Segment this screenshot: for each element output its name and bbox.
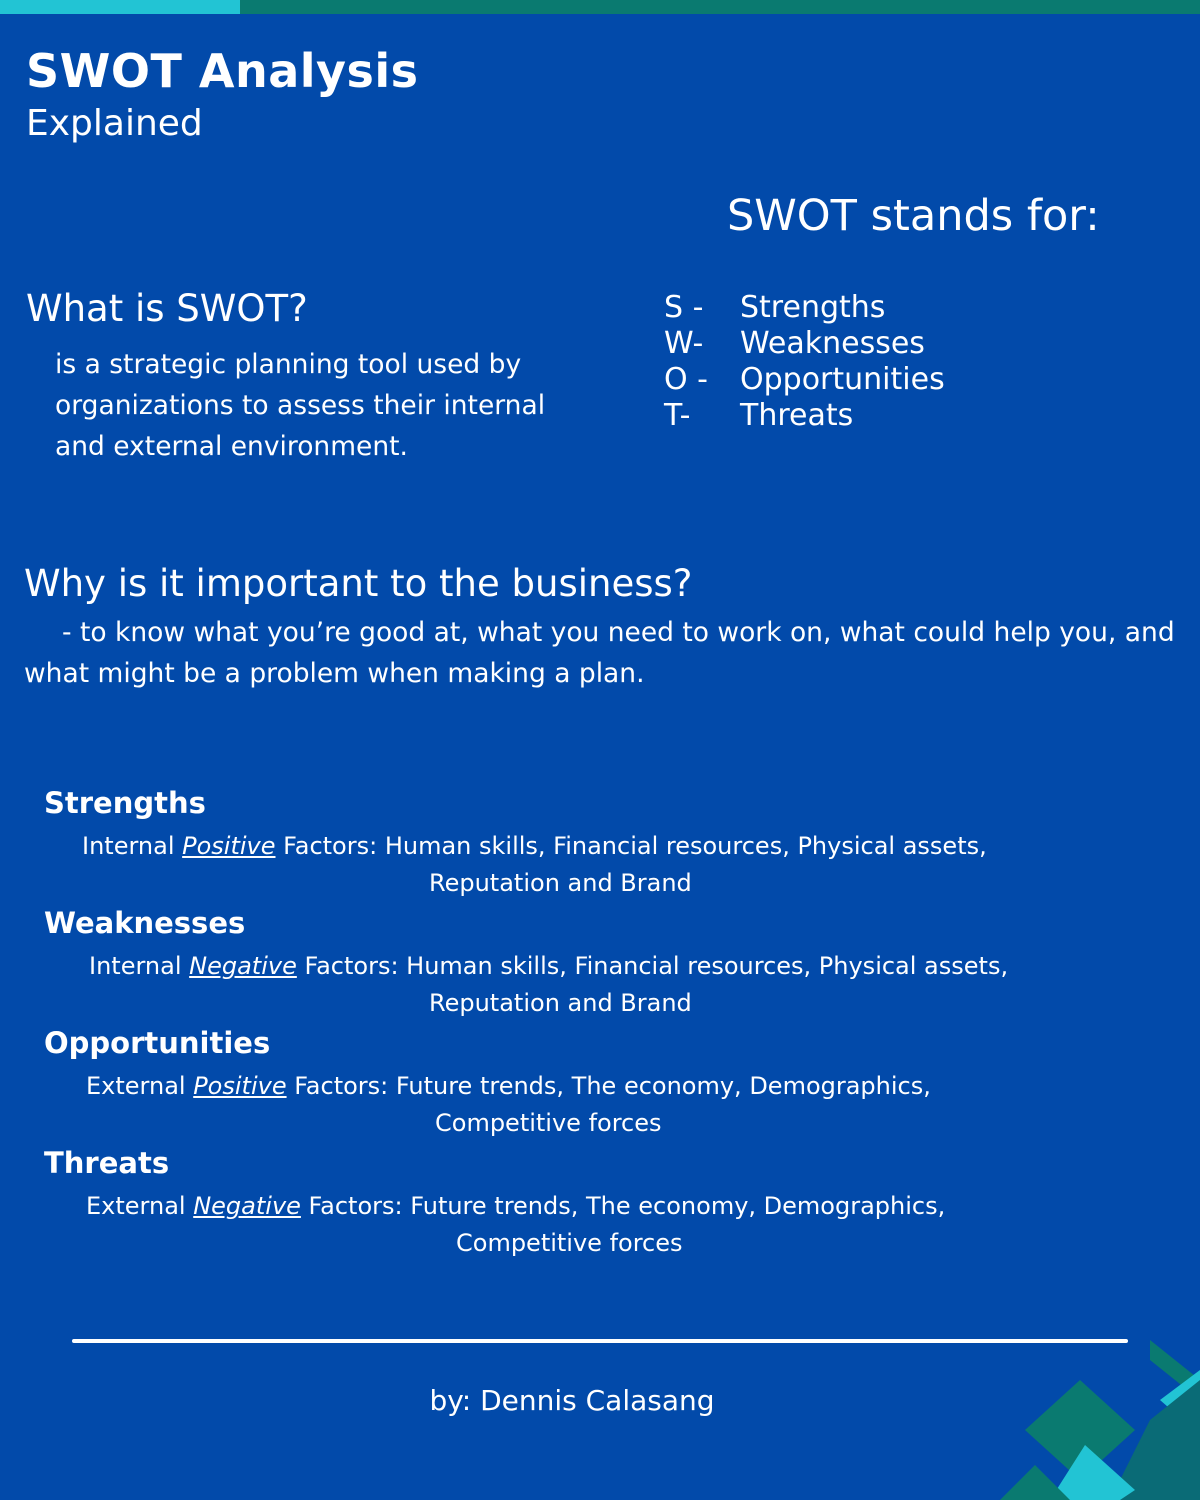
- swot-item-weaknesses: [664, 326, 925, 361]
- factor-list: Factors: Future trends, The economy, Demographics,: [300, 1192, 946, 1220]
- section-factors-continued-strengths: Reputation and Brand: [429, 869, 692, 897]
- swot-letter: O -: [664, 362, 708, 397]
- factor-scope: External: [86, 1072, 194, 1100]
- what-is-swot-text: is a strategic planning tool used by organizations to assess their internal and external environment.: [55, 349, 546, 462]
- factor-list: Factors: Future trends, The economy, Demographics,: [286, 1072, 931, 1100]
- page-subtitle: Explained: [26, 103, 203, 144]
- swot-item-threats: [664, 398, 853, 433]
- top-accent-bar-dark: [240, 0, 1200, 14]
- swot-letter: W-: [664, 326, 704, 361]
- page-title: SWOT Analysis: [26, 44, 419, 98]
- footer-divider: [72, 1339, 1128, 1343]
- section-title-strengths: Strengths: [44, 786, 206, 820]
- factor-keyword: Negative: [189, 952, 297, 980]
- swot-word: Threats: [740, 398, 854, 433]
- section-factors-continued-threats: Competitive forces: [456, 1229, 683, 1257]
- stands-for-heading: SWOT stands for:: [727, 191, 1100, 241]
- section-title-weaknesses: Weaknesses: [44, 906, 246, 940]
- swot-letter: S -: [664, 290, 704, 325]
- swot-item-strengths: [664, 290, 885, 325]
- factor-keyword: Positive: [193, 1072, 287, 1100]
- swot-word: Strengths: [740, 290, 886, 325]
- section-factors-weaknesses: [89, 952, 1008, 980]
- why-important-heading: Why is it important to the business?: [24, 562, 693, 605]
- swot-item-opportunities: [664, 362, 945, 397]
- factor-list: Factors: Human skills, Financial resources, Physical assets,: [296, 952, 1009, 980]
- factor-keyword: Positive: [182, 832, 276, 860]
- diamond-shape: [1000, 1465, 1070, 1500]
- why-important-text: - to know what you’re good at, what you need to work on, what could help you, and what might be a problem when making a plan.: [24, 617, 1175, 689]
- section-title-threats: Threats: [44, 1146, 170, 1180]
- factor-scope: Internal: [89, 952, 190, 980]
- swot-word: Opportunities: [740, 362, 945, 397]
- section-factors-strengths: [82, 832, 987, 860]
- section-title-opportunities: Opportunities: [44, 1026, 271, 1060]
- swot-letter: T-: [664, 398, 691, 433]
- section-factors-continued-weaknesses: Reputation and Brand: [429, 989, 692, 1017]
- factor-scope: Internal: [82, 832, 183, 860]
- top-accent-bar-light: [0, 0, 240, 14]
- factor-keyword: Negative: [193, 1192, 301, 1220]
- what-is-swot-heading: What is SWOT?: [26, 287, 308, 330]
- section-factors-threats: [86, 1192, 945, 1220]
- section-factors-opportunities: [86, 1072, 931, 1100]
- decorative-diamonds: [1000, 1340, 1200, 1500]
- factor-list: Factors: Human skills, Financial resources, Physical assets,: [275, 832, 987, 860]
- section-factors-continued-opportunities: Competitive forces: [435, 1109, 662, 1137]
- author-credit: by: Dennis Calasang: [429, 1384, 715, 1417]
- swot-word: Weaknesses: [740, 326, 925, 361]
- factor-scope: External: [86, 1192, 194, 1220]
